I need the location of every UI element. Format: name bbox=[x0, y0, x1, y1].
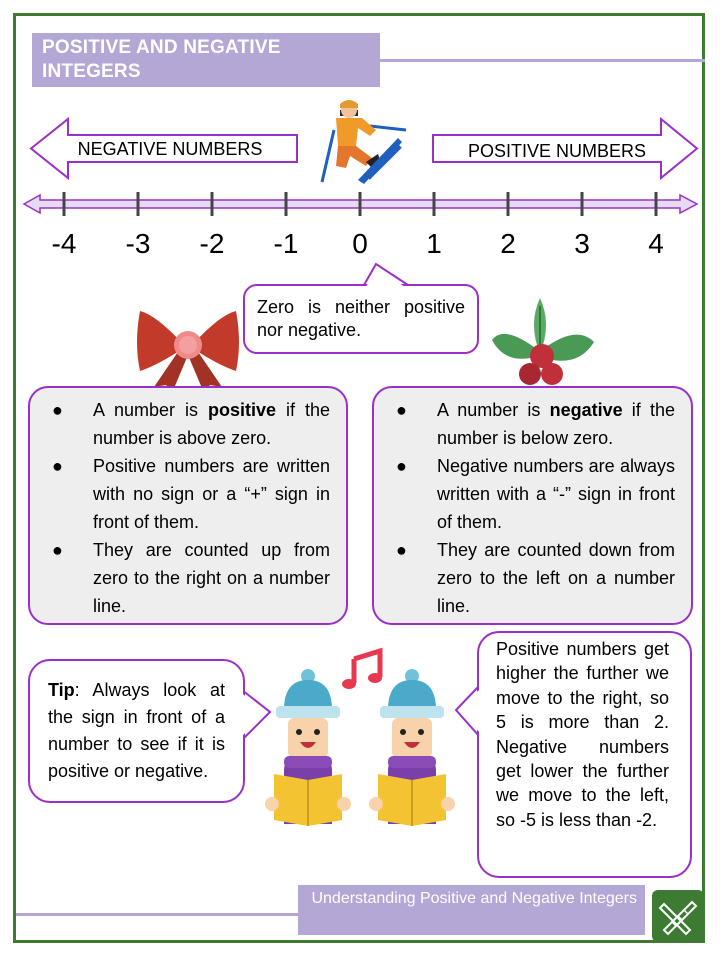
bullet-dot: ● bbox=[396, 540, 407, 560]
bullet-item: ● They are counted up from zero to the right on a number line. bbox=[30, 536, 346, 620]
zero-note-text: Zero is neither positive nor negative. bbox=[257, 297, 465, 340]
footer-text: Understanding Positive and Negative Integers bbox=[311, 890, 637, 907]
page-title: POSITIVE AND NEGATIVE INTEGERS bbox=[32, 33, 380, 87]
number-line-label: -3 bbox=[125, 228, 151, 259]
bullet-item: ● A number is negative if the number is below zero. bbox=[374, 396, 691, 452]
number-line-label: 2 bbox=[500, 228, 516, 259]
positive-numbers-label: POSITIVE NUMBERS bbox=[467, 141, 647, 161]
bullet-item: ● Negative numbers are always written with a “-” sign in front of them. bbox=[374, 452, 691, 536]
pencil-ruler-logo-icon bbox=[652, 890, 704, 942]
negative-numbers-label: NEGATIVE NUMBERS bbox=[77, 139, 263, 159]
tip-label: Tip bbox=[48, 680, 75, 700]
bullet-emphasis: positive bbox=[207, 400, 277, 420]
bullet-emphasis: negative bbox=[549, 400, 623, 420]
bullet-dot: ● bbox=[52, 456, 63, 476]
number-line-label: -4 bbox=[51, 228, 77, 259]
bullet-dot: ● bbox=[396, 400, 407, 420]
bullet-item: ● They are counted down from zero to the left on a number line. bbox=[374, 536, 691, 620]
tip-text: : Always look at the sign in front of a number to see if it is positive or negative. bbox=[48, 680, 225, 781]
explanation-text: Positive numbers get higher the further we move to the right, so 5 is more than 2. Negative numbers get lower the further we move to the left, so -5 is less than -2. bbox=[496, 639, 669, 830]
footer-line bbox=[16, 913, 298, 916]
number-line-label: -2 bbox=[199, 228, 225, 259]
number-line-label: -1 bbox=[273, 228, 299, 259]
number-line-label: 0 bbox=[352, 228, 368, 259]
bullet-item: ● Positive numbers are written with no sign or a “+” sign in front of them. bbox=[30, 452, 346, 536]
number-line-label: 3 bbox=[574, 228, 590, 259]
number-line-label: 4 bbox=[648, 228, 664, 259]
number-line-label: 1 bbox=[426, 228, 442, 259]
bullet-item: ● A number is positive if the number is above zero. bbox=[30, 396, 346, 452]
bullet-dot: ● bbox=[52, 400, 63, 420]
bullet-dot: ● bbox=[52, 540, 63, 560]
footer-title bbox=[298, 885, 645, 935]
bullet-dot: ● bbox=[396, 456, 407, 476]
